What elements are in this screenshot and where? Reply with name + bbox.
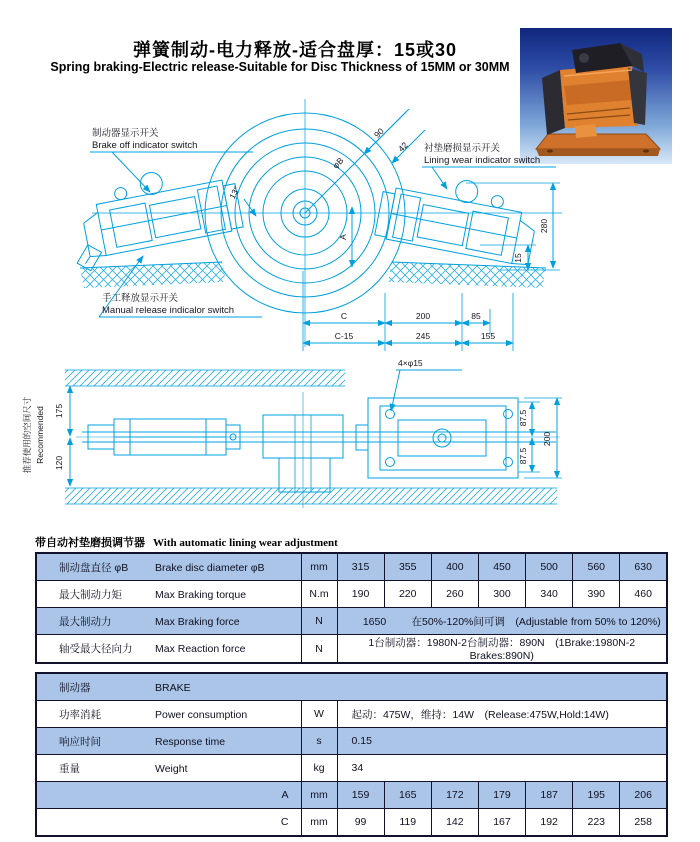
- row-label: 最大制动力矩 Max Braking torque: [36, 581, 301, 608]
- technical-drawing: [0, 95, 700, 542]
- dim-85: 85: [471, 311, 481, 321]
- dim-42: 42: [395, 139, 410, 154]
- row-label-C: C: [36, 809, 301, 837]
- row-label: 制动盘直径 φB Brake disc diameter φB: [36, 553, 301, 581]
- value-cell: 165: [384, 782, 431, 809]
- lower-drawing: [65, 370, 562, 508]
- callout-manual-release-cn: 手工释放显示开关: [102, 293, 179, 304]
- unit-cell: N.m: [301, 581, 337, 608]
- value-cell: 起动：475W，维持：14W (Release:475W,Hold:14W): [337, 701, 667, 728]
- value-cell: 1台制动器：1980N-2台制动器：890N (1Brake:1980N-2 Brakes:890N): [337, 635, 667, 664]
- dim-155: 155: [480, 331, 496, 341]
- row-label: 轴受最大径向力 Max Reaction force: [36, 635, 301, 664]
- value-cell: 119: [384, 809, 431, 837]
- value-cell: 400: [431, 553, 478, 581]
- table-row: [36, 755, 667, 782]
- row-label: 最大制动力 Max Braking force: [36, 608, 301, 635]
- dim-120: 120: [54, 455, 64, 471]
- unit-cell: W: [301, 701, 337, 728]
- brake-table: [35, 672, 668, 837]
- unit-cell: mm: [301, 809, 337, 837]
- table-row: [36, 809, 667, 837]
- dim-200: 200: [415, 311, 431, 321]
- dim-245: 245: [415, 331, 431, 341]
- value-cell: 206: [620, 782, 667, 809]
- value-cell: 172: [431, 782, 478, 809]
- row-label: 响应时间 Response time: [36, 728, 301, 755]
- dim-C15: C-15: [334, 331, 354, 341]
- value-cell: 192: [526, 809, 573, 837]
- dim-87-5-top: 87.5: [518, 409, 528, 427]
- value-cell: 450: [478, 553, 525, 581]
- callout-brake-off-en: Brake off indicator switch: [92, 140, 198, 151]
- dim-C: C: [340, 311, 348, 321]
- table-row: [36, 581, 667, 608]
- unit-cell: mm: [301, 553, 337, 581]
- value-cell: 179: [478, 782, 525, 809]
- section-title-en: With automatic lining wear adjustment: [153, 537, 338, 549]
- value-cell: 500: [526, 553, 573, 581]
- ground-hatch-left: [80, 262, 226, 288]
- value-cell: 260: [431, 581, 478, 608]
- brake-header: 制动器 BRAKE: [36, 673, 667, 701]
- callout-recommended-en: Recommended: [35, 406, 45, 464]
- value-cell: 390: [573, 581, 620, 608]
- dim-disc-dia: φB: [330, 155, 346, 171]
- row-label-A: A: [36, 782, 301, 809]
- value-cell: 460: [620, 581, 667, 608]
- dim-holes: 4×φ15: [398, 358, 423, 368]
- value-cell: 1650 在50%-120%间可调 (Adjustable from 50% to 120%): [337, 608, 667, 635]
- value-cell: 340: [526, 581, 573, 608]
- page-title-cn: 弹簧制动-电力释放-适合盘厚：15或30: [132, 40, 458, 60]
- dim-200-vert: 200: [542, 431, 552, 447]
- left-brake-side: [63, 157, 246, 273]
- table-row: [36, 553, 667, 581]
- spec-table: [35, 552, 668, 664]
- value-cell: 99: [337, 809, 384, 837]
- value-cell: 195: [573, 782, 620, 809]
- unit-cell: N: [301, 635, 337, 664]
- value-cell: 300: [478, 581, 525, 608]
- dim-280: 280: [539, 218, 549, 234]
- table-row: [36, 701, 667, 728]
- value-cell: 159: [337, 782, 384, 809]
- table-header-row: [36, 673, 667, 701]
- value-cell: 34: [337, 755, 667, 782]
- value-cell: 142: [431, 809, 478, 837]
- value-cell: 560: [573, 553, 620, 581]
- dim-13deg: 13°: [226, 184, 242, 201]
- dim-A: A: [338, 234, 348, 240]
- table-row: [36, 635, 667, 664]
- row-label: 功率消耗 Power consumption: [36, 701, 301, 728]
- value-cell: 223: [573, 809, 620, 837]
- row-label: 重量 Weight: [36, 755, 301, 782]
- section-title-cn: 带自动衬垫磨损调节器: [35, 537, 145, 549]
- page-title-en: Spring braking-Electric release-Suitable for Disc Thickness of 15MM or 30MM: [50, 60, 510, 74]
- dim-90: 90: [371, 125, 386, 140]
- value-cell: 220: [384, 581, 431, 608]
- right-brake-plan: [356, 398, 518, 478]
- dim-87-5-bottom: 87.5: [518, 447, 528, 465]
- table-row: [36, 608, 667, 635]
- value-cell: 0.15: [337, 728, 667, 755]
- dim-15: 15: [513, 253, 523, 263]
- callout-lining-wear-en: Lining wear indicator switch: [424, 155, 541, 166]
- value-cell: 187: [526, 782, 573, 809]
- value-cell: 315: [337, 553, 384, 581]
- callout-manual-release-en: Manual release indicalor switch: [102, 305, 235, 316]
- unit-cell: mm: [301, 782, 337, 809]
- wall-hatch-top: [65, 370, 345, 386]
- value-cell: 630: [620, 553, 667, 581]
- unit-cell: kg: [301, 755, 337, 782]
- ground-hatch-right: [388, 262, 546, 288]
- dim-175: 175: [54, 403, 64, 419]
- unit-cell: s: [301, 728, 337, 755]
- value-cell: 190: [337, 581, 384, 608]
- callout-lining-wear-cn: 衬垫磨损显示开关: [424, 143, 501, 154]
- table-row: [36, 728, 667, 755]
- drawing-labels: [22, 126, 552, 473]
- table-row: [36, 782, 667, 809]
- callout-brake-off-cn: 制动器显示开关: [92, 128, 159, 139]
- section-title: [35, 534, 338, 550]
- value-cell: 355: [384, 553, 431, 581]
- unit-cell: N: [301, 608, 337, 635]
- callout-recommended-cn: 推荐使用的空间尺寸: [22, 396, 32, 474]
- value-cell: 258: [620, 809, 667, 837]
- value-cell: 167: [478, 809, 525, 837]
